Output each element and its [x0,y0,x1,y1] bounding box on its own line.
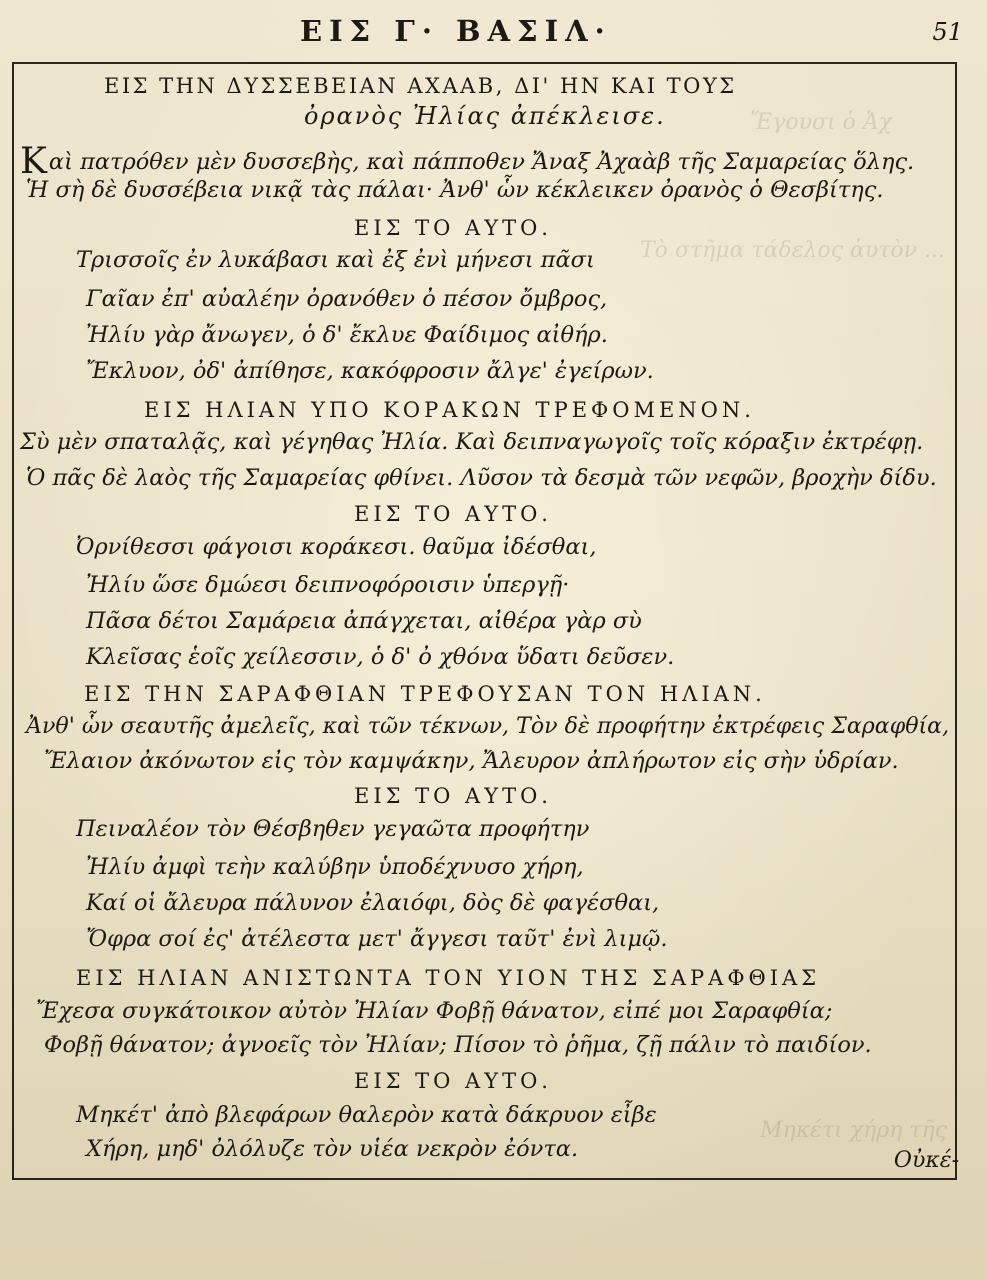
verse-line: Κλεῖσας ἑοῖς χείλεσσιν, ὁ δ' ὀ χθόνα ὕδατι δεῦσεν. [86,644,675,670]
section-title: ΕΙΣ ΤΗΝ ΣΑΡΑΦΘΙΑΝ ΤΡΕΦΟΥΣΑΝ ΤΟΝ ΗΛΙΑΝ. [84,682,766,706]
verse-line [20,141,915,182]
verse-line: Ἡ σὴ δὲ δυσσέβεια νικᾷ τὰς πάλαι· Ἀνθ' ὧν κέκλεικεν ὀρανὸς ὁ Θεσβίτης. [26,177,884,203]
verse-line: Καί οἱ ἄλευρα πάλυνον ἐλαιόφι, δὸς δὲ φαγέσθαι, [86,890,660,916]
verse-line: Ἔκλυον, ὀδ' ἀπίθησε, κακόφροσιν ἄλγε' ἐγείρων. [86,358,654,384]
section-title: ΕΙΣ ΤΟ ΑΥΤΟ. [354,502,552,526]
running-head: ΕΙΣ Γ· ΒΑΣΙΛ· [300,14,612,48]
verse-line: Φοβῇ θάνατον; ἀγνοεῖς τὸν Ἠλίαν; Πίσον τὸ ῥῆμα, ζῇ πάλιν τὸ παιδίον. [44,1032,872,1058]
verse-line: Ἠλίυ ὥσε δμώεσι δειπνοφόροισιν ὑπεργῇ· [86,572,570,598]
verse-line: Ἠλίυ γὰρ ἄνωγεν, ὁ δ' ἔκλυε Φαίδιμος αἰθήρ. [86,322,608,348]
text-frame [12,62,957,1180]
catchword: Οὐκέ- [893,1148,959,1173]
verse-line: Τρισσοῖς ἐν λυκάβασι καὶ ἐξ ἐνὶ μήνεσι πᾶσι [76,247,595,273]
verse-line: Ἀνθ' ὧν σεαυτῆς ἀμελεῖς, καὶ τῶν τέκνων, Τὸν δὲ προφήτην ἐκτρέφεις Σαραφθία, [26,713,950,739]
verse-line: Μηκέτ' ἀπὸ βλεφάρων θαλερὸν κατὰ δάκρυον εἶβε [76,1102,657,1128]
page-number: 51 [932,18,963,46]
verse-line: Ὄφρα σοί ἐς' ἀτέλεστα μετ' ἄγγεσι ταῦτ' ἐνὶ λιμῷ. [86,926,668,952]
verse-line: Ἠλίυ ἀμφὶ τεὴν καλύβην ὑποδέχνυσο χήρη, [86,854,584,880]
verse-line: Πᾶσα δέτοι Σαμάρεια ἀπάγχεται, αἰθέρα γὰρ σὺ [86,608,642,634]
verse-line: Ἔχεσα συγκάτοικον αὐτὸν Ἠλίαν Φοβῇ θάνατον, εἰπέ μοι Σαραφθία; [36,998,833,1024]
bleed-through: Ἔγουσι ὁ Ἀχ [750,110,893,135]
section-title: ΕΙΣ ΗΛΙΑΝ ΑΝΙΣΤΩΝΤΑ ΤΟΝ ΥΙΟΝ ΤΗΣ ΣΑΡΑΦΘΙΑΣ [76,966,821,990]
section-title: ΕΙΣ ΤΗΝ ΔΥΣΣΕΒΕΙΑΝ ΑΧΑΑΒ, ΔΙ' ΗΝ ΚΑΙ ΤΟΥΣ [104,74,737,98]
bleed-through: Μηκέτι χήρη τῆς [760,1118,948,1143]
section-title: ΕΙΣ ΤΟ ΑΥΤΟ. [354,1069,552,1093]
verse-text: αὶ πατρόθεν μὲν δυσσεβὴς, καὶ πάπποθεν Ἄναξ Ἀχαὰβ τῆς Σαμαρείας ὅλης. [48,149,915,175]
verse-line: Ἔλαιον ἀκόνωτον εἰς τὸν καμψάκην, Ἄλευρον ἀπλήρωτον εἰς σὴν ὑδρίαν. [44,748,899,774]
verse-line: Πειναλέον τὸν Θέσβηθεν γεγαῶτα προφήτην [76,816,590,842]
verse-line: Ὀρνίθεσσι φάγοισι κοράκεσι. θαῦμα ἰδέσθαι, [76,534,597,560]
verse-line: Χήρη, μηδ' ὀλόλυζε τὸν υἱέα νεκρὸν ἐόντα. [86,1136,579,1162]
section-title: ΕΙΣ ΤΟ ΑΥΤΟ. [354,216,552,240]
section-title: ΕΙΣ ΤΟ ΑΥΤΟ. [354,784,552,808]
initial-letter: Κ [20,141,47,182]
verse-line: Σὺ μὲν σπαταλᾷς, καὶ γέγηθας Ἠλία. Καὶ δειπναγωγοῖς τοῖς κόραξιν ἐκτρέφῃ. [20,429,924,455]
bleed-through: Τὸ στῆμα τάδελος ἀυτὸν ... [640,238,946,263]
section-subtitle: ὀρανὸς Ἠλίας ἀπέκλεισε. [304,102,666,130]
section-title: ΕΙΣ ΗΛΙΑΝ ΥΠΟ ΚΟΡΑΚΩΝ ΤΡΕΦΟΜΕΝΟΝ. [144,398,755,422]
verse-line: Γαῖαν ἐπ' αὐαλέην ὀρανόθεν ὀ πέσον ὄμβρος, [86,286,608,312]
verse-line: Ὁ πᾶς δὲ λαὸς τῆς Σαμαρείας φθίνει. Λῦσον τὰ δεσμὰ τῶν νεφῶν, βροχὴν δίδυ. [26,465,937,491]
